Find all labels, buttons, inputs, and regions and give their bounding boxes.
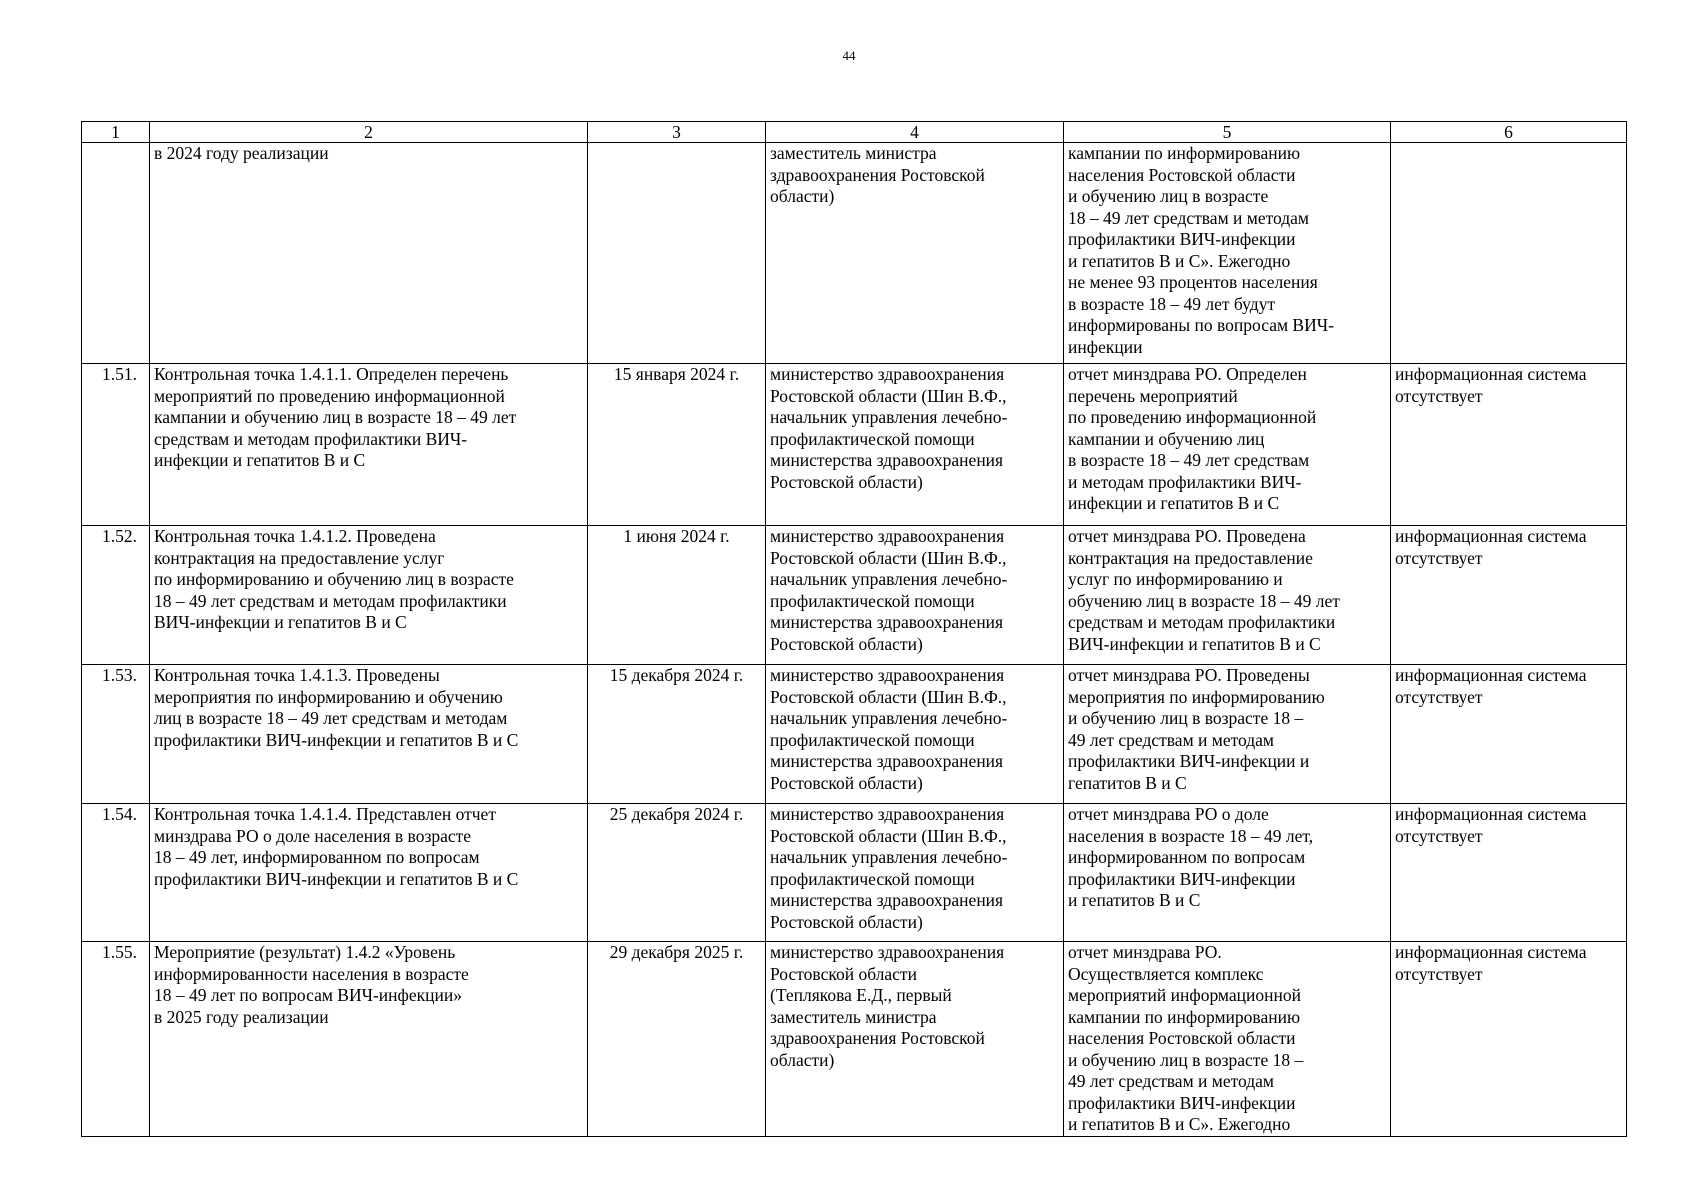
result-description: отчет минздрава РО. Проведена контрактация на предоставление услуг по информированию и обучению лиц в возрасте 18 – 49 лет средствам и методам профилактики ВИЧ-инфекции и гепатитов В и С [1064,526,1391,665]
responsible-executor: министерство здравоохранения Ростовской области (Теплякова Е.Д., первый заместитель министра здравоохранения Ростовской области) [766,942,1064,1137]
row-number [82,143,150,364]
table-row [82,526,1627,665]
deadline-date: 15 января 2024 г. [588,364,766,526]
column-header: 1 [82,122,150,143]
information-system: информационная система отсутствует [1391,526,1627,665]
event-name: Контрольная точка 1.4.1.4. Представлен отчет минздрава РО о доле населения в возрасте 18 – 49 лет, информированном по вопросам профилактики ВИЧ-инфекции и гепатитов В и С [150,804,588,942]
event-name: Мероприятие (результат) 1.4.2 «Уровень информированности населения в возрасте 18 – 49 лет по вопросам ВИЧ-инфекции» в 2025 году реализации [150,942,588,1137]
column-header: 3 [588,122,766,143]
deadline-date: 15 декабря 2024 г. [588,665,766,804]
result-description: кампании по информированию населения Ростовской области и обучению лиц в возрасте 18 – 49 лет средствам и методам профилактики ВИЧ-инфекции и гепатитов В и С». Ежегодно не менее 93 процентов населения в возрасте 18 – 49 лет будут информированы по вопросам ВИЧ- инфекции [1064,143,1391,364]
plan-table [81,121,1627,1137]
row-number: 1.53. [82,665,150,804]
deadline-date: 29 декабря 2025 г. [588,942,766,1137]
row-number: 1.51. [82,364,150,526]
event-name: Контрольная точка 1.4.1.2. Проведена контрактация на предоставление услуг по информированию и обучению лиц в возрасте 18 – 49 лет средствам и методам профилактики ВИЧ-инфекции и гепатитов В и С [150,526,588,665]
deadline-date [588,143,766,364]
table-header-row [82,122,1627,143]
information-system: информационная система отсутствует [1391,942,1627,1137]
page-number: 44 [842,48,856,63]
event-name: Контрольная точка 1.4.1.1. Определен перечень мероприятий по проведению информационной кампании и обучению лиц в возрасте 18 – 49 лет средствам и методам профилактики ВИЧ- инфекции и гепатитов В и С [150,364,588,526]
information-system: информационная система отсутствует [1391,804,1627,942]
table-row [82,804,1627,942]
event-name: в 2024 году реализации [150,143,588,364]
event-name: Контрольная точка 1.4.1.3. Проведены мероприятия по информированию и обучению лиц в возрасте 18 – 49 лет средствам и методам профилактики ВИЧ-инфекции и гепатитов В и С [150,665,588,804]
table-row [82,942,1627,1137]
responsible-executor: министерство здравоохранения Ростовской области (Шин В.Ф., начальник управления лечебно- профилактической помощи министерства здравоохранения Ростовской области) [766,364,1064,526]
result-description: отчет минздрава РО. Осуществляется комплекс мероприятий информационной кампании по информированию населения Ростовской области и обучению лиц в возрасте 18 – 49 лет средствам и методам профилактики ВИЧ-инфекции и гепатитов В и С». Ежегодно [1064,942,1391,1137]
row-number: 1.54. [82,804,150,942]
table-row [82,364,1627,526]
responsible-executor: заместитель министра здравоохранения Ростовской области) [766,143,1064,364]
responsible-executor: министерство здравоохранения Ростовской области (Шин В.Ф., начальник управления лечебно- профилактической помощи министерства здравоохранения Ростовской области) [766,526,1064,665]
row-number: 1.52. [82,526,150,665]
column-header: 6 [1391,122,1627,143]
responsible-executor: министерство здравоохранения Ростовской области (Шин В.Ф., начальник управления лечебно- профилактической помощи министерства здравоохранения Ростовской области) [766,665,1064,804]
column-header: 4 [766,122,1064,143]
column-header: 5 [1064,122,1391,143]
table-row [82,665,1627,804]
result-description: отчет минздрава РО. Определен перечень мероприятий по проведению информационной кампании и обучению лиц в возрасте 18 – 49 лет средствам и методам профилактики ВИЧ- инфекции и гепатитов В и С [1064,364,1391,526]
column-header: 2 [150,122,588,143]
deadline-date: 1 июня 2024 г. [588,526,766,665]
information-system [1391,143,1627,364]
responsible-executor: министерство здравоохранения Ростовской области (Шин В.Ф., начальник управления лечебно- профилактической помощи министерства здравоохранения Ростовской области) [766,804,1064,942]
row-number: 1.55. [82,942,150,1137]
table-row [82,143,1627,364]
information-system: информационная система отсутствует [1391,665,1627,804]
result-description: отчет минздрава РО. Проведены мероприятия по информированию и обучению лиц в возрасте 18 – 49 лет средствам и методам профилактики ВИЧ-инфекции и гепатитов В и С [1064,665,1391,804]
deadline-date: 25 декабря 2024 г. [588,804,766,942]
result-description: отчет минздрава РО о доле населения в возрасте 18 – 49 лет, информированном по вопросам профилактики ВИЧ-инфекции и гепатитов В и С [1064,804,1391,942]
information-system: информационная система отсутствует [1391,364,1627,526]
